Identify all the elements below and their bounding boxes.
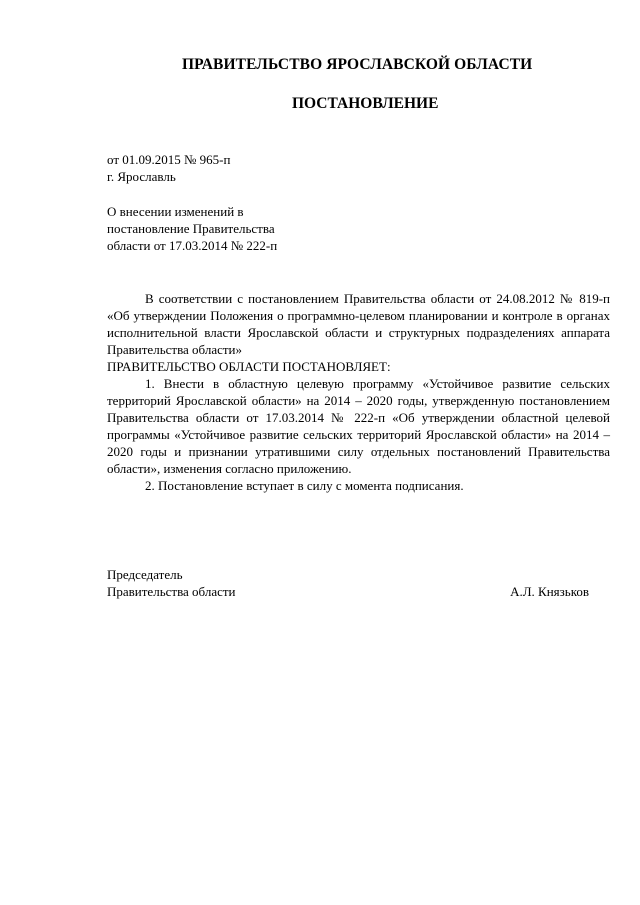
subject-line: О внесении изменений в <box>107 204 244 219</box>
document-date-number: от 01.09.2015 № 965-п <box>107 152 231 167</box>
subject-line: области от 17.03.2014 № 222-п <box>107 238 278 253</box>
item-1-paragraph: 1. Внести в областную целевую программу «Устойчивое развитие сельских территорий Ярославской области» на 2014 – 2020 годы, утвержденную постановлением Правительства области от 17.03.2014 № 222-п «Об утверждении областной целевой программы «Устойчивое развитие сельских территорий Ярославской области» на 2014 – 2020 годы и признании утратившими силу отдельных постановлений Правительства области», изменения согласно приложению. <box>107 376 610 476</box>
signature-row <box>107 583 589 600</box>
item-2-paragraph: 2. Постановление вступает в силу с момента подписания. <box>145 478 464 493</box>
organization-title: ПРАВИТЕЛЬСТВО ЯРОСЛАВСКОЙ ОБЛАСТИ <box>182 56 533 73</box>
signature-block <box>107 566 589 600</box>
subject-line: постановление Правительства <box>107 221 275 236</box>
signatory-title-line2: Правительства области <box>107 584 236 599</box>
document-city: г. Ярославль <box>107 169 176 184</box>
document-type-title: ПОСТАНОВЛЕНИЕ <box>292 95 439 112</box>
signatory-name: А.Л. Князьков <box>510 584 589 599</box>
document-subject <box>107 203 277 254</box>
document-body <box>107 290 610 494</box>
preamble-paragraph: В соответствии с постановлением Правительства области от 24.08.2012 № 819-п «Об утверждении Положения о программно-целевом планировании и контроле в органах исполнительной власти Ярославской области и структурных подразделениях аппарата Правительства области» <box>107 291 610 357</box>
signatory-title-line1: Председатель <box>107 567 183 582</box>
resolves-heading: ПРАВИТЕЛЬСТВО ОБЛАСТИ ПОСТАНОВЛЯЕТ: <box>107 359 391 374</box>
